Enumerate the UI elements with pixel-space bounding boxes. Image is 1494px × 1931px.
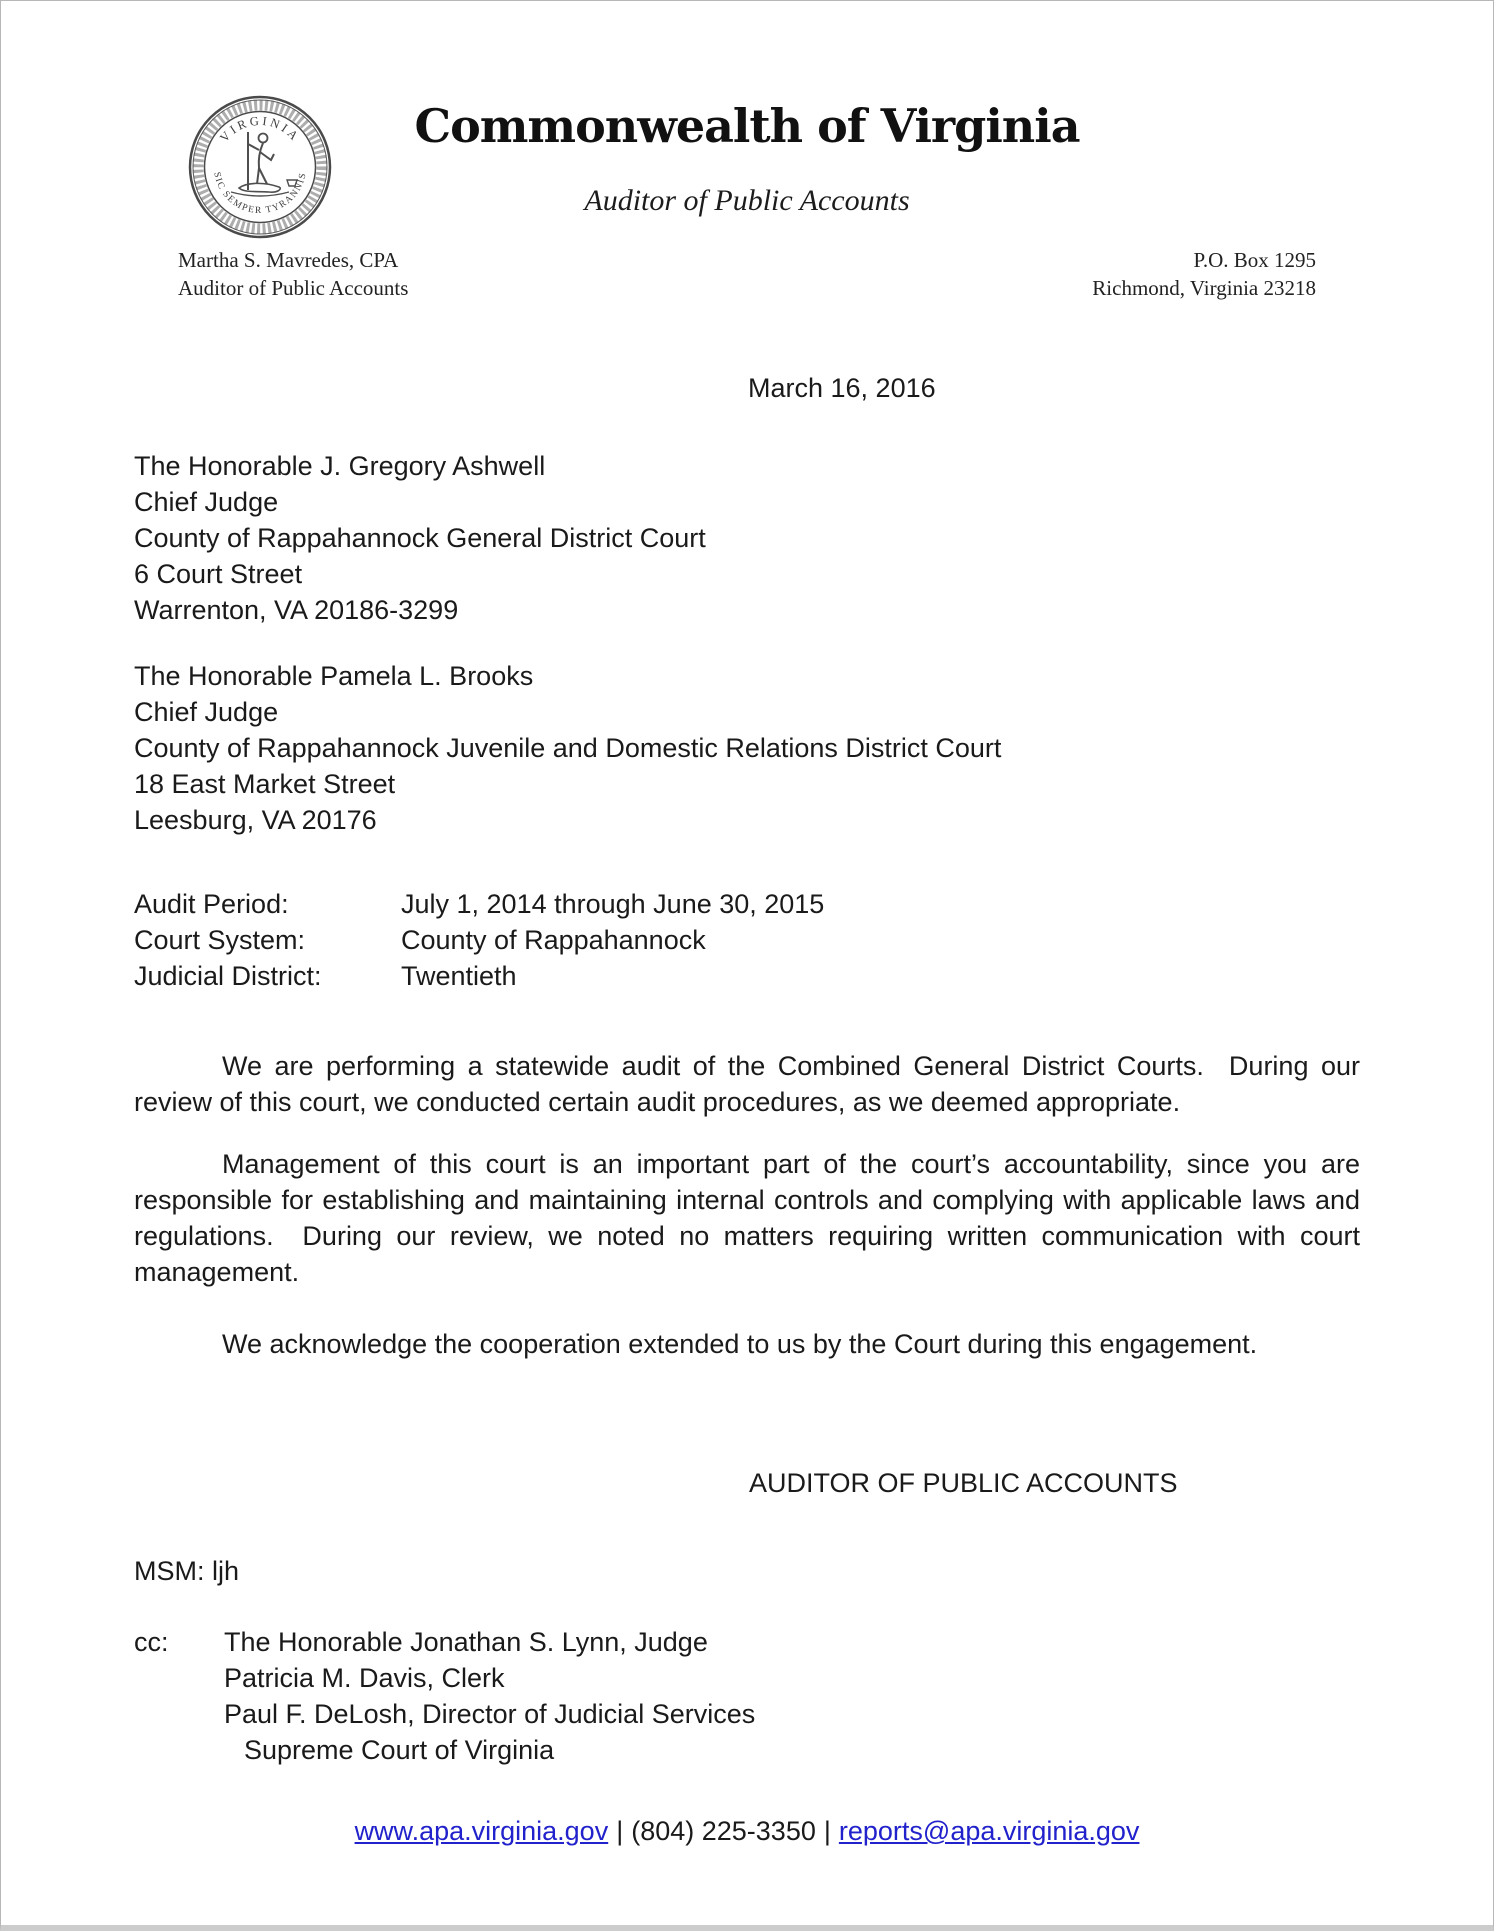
- recipient-city: Warrenton, VA 20186-3299: [134, 595, 459, 625]
- meta-value: Twentieth: [401, 961, 517, 991]
- email-link[interactable]: reports@apa.virginia.gov: [838, 1816, 1140, 1846]
- meta-row-audit-period: [134, 886, 824, 922]
- recipient-city: Leesburg, VA 20176: [134, 805, 377, 835]
- official-block: [178, 246, 408, 302]
- meta-row-judicial-district: [134, 958, 824, 994]
- recipient-name: The Honorable J. Gregory Ashwell: [134, 451, 546, 481]
- footer-separator: |: [616, 1816, 624, 1846]
- seal-bottom-text: SIC SEMPER TYRANNIS: [211, 171, 309, 217]
- recipient-street: 18 East Market Street: [134, 769, 396, 799]
- phone-number: (804) 225-3350: [631, 1816, 816, 1846]
- official-name: Martha S. Mavredes, CPA: [178, 248, 399, 272]
- recipient-title: Chief Judge: [134, 487, 279, 517]
- website-link[interactable]: www.apa.virginia.gov: [354, 1816, 609, 1846]
- reference-initials: MSM: ljh: [134, 1556, 240, 1586]
- address-line-2: Richmond, Virginia 23218: [1092, 276, 1316, 300]
- cc-label: cc:: [134, 1627, 169, 1657]
- cc-line: Paul F. DeLosh, Director of Judicial Services: [224, 1699, 756, 1729]
- cc-line: The Honorable Jonathan S. Lynn, Judge: [224, 1627, 708, 1657]
- meta-value: July 1, 2014 through June 30, 2015: [401, 889, 825, 919]
- letter-body: [134, 1048, 1368, 1362]
- recipient-title: Chief Judge: [134, 697, 279, 727]
- meta-label: Audit Period:: [134, 889, 289, 919]
- page-footer: [1, 1816, 1493, 1847]
- office-address-block: [1092, 246, 1316, 302]
- recipient-court: County of Rappahannock Juvenile and Domestic Relations District Court: [134, 733, 1002, 763]
- letter-date: March 16, 2016: [748, 373, 936, 403]
- official-title: Auditor of Public Accounts: [178, 276, 409, 300]
- organization-title: Commonwealth of Virginia: [414, 99, 1080, 153]
- recipient-name: The Honorable Pamela L. Brooks: [134, 661, 534, 691]
- recipient-street: 6 Court Street: [134, 559, 303, 589]
- paragraph-2: Management of this court is an important part of the court’s accountability, since you are responsible for establishing and maintaining internal controls and complying with applicable laws and regulations. During our review, we noted no matters requiring written communication with court management.: [134, 1149, 1368, 1287]
- meta-label: Court System:: [134, 925, 306, 955]
- paragraph-1: We are performing a statewide audit of the Combined General District Courts. During our review of this court, we conducted certain audit procedures, as we deemed appropriate.: [134, 1051, 1368, 1117]
- recipient-block-1: [134, 448, 706, 628]
- audit-meta-block: [134, 886, 824, 994]
- meta-value: County of Rappahannock: [401, 925, 706, 955]
- address-line-1: P.O. Box 1295: [1193, 248, 1316, 272]
- cc-lines: [224, 1624, 755, 1768]
- cc-block: [134, 1624, 755, 1768]
- meta-label: Judicial District:: [134, 961, 322, 991]
- cc-line: Patricia M. Davis, Clerk: [224, 1663, 505, 1693]
- paragraph-3: We acknowledge the cooperation extended to us by the Court during this engagement.: [222, 1329, 1258, 1359]
- meta-row-court-system: [134, 922, 824, 958]
- footer-separator: |: [823, 1816, 831, 1846]
- recipient-court: County of Rappahannock General District Court: [134, 523, 706, 553]
- signature-block: AUDITOR OF PUBLIC ACCOUNTS: [749, 1468, 1178, 1498]
- seal-top-text: VIRGINIA: [217, 113, 303, 145]
- recipient-block-2: [134, 658, 1001, 838]
- department-title: Auditor of Public Accounts: [584, 184, 910, 217]
- cc-line: Supreme Court of Virginia: [244, 1735, 555, 1765]
